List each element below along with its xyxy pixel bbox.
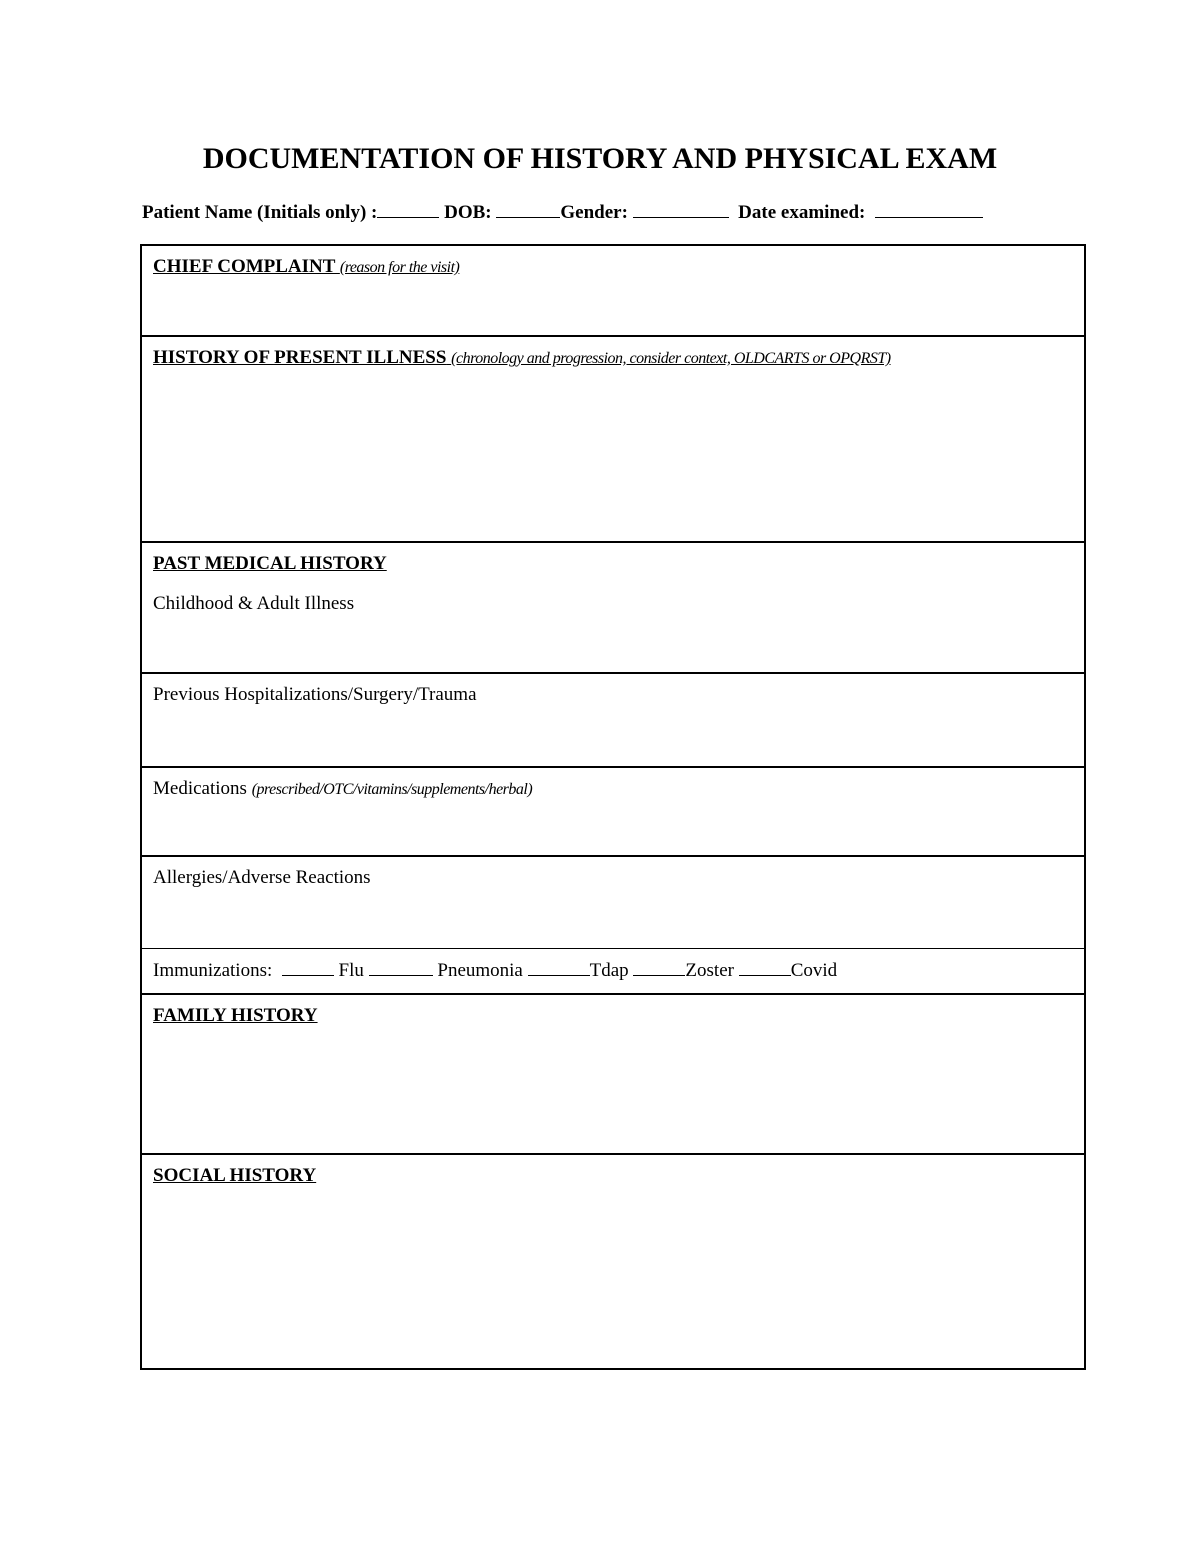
family-history-heading: FAMILY HISTORY [153,1005,318,1026]
immunization-tdap: Tdap [589,960,629,981]
pmh-section[interactable] [142,541,1084,672]
social-history-heading: SOCIAL HISTORY [153,1165,317,1186]
immunizations-row [153,959,1084,982]
pmh-heading: PAST MEDICAL HISTORY [153,553,387,574]
immunization-zoster: Zoster [685,960,734,981]
chief-complaint-section[interactable] [142,246,1084,335]
medications-section[interactable] [142,766,1084,855]
tdap-blank[interactable] [528,959,590,976]
allergies-label: Allergies/Adverse Reactions [153,867,371,888]
hpi-hint: (chronology and progression, consider context, OLDCARTS or OPQRST) [451,350,891,367]
zoster-blank[interactable] [633,959,685,976]
chief-complaint-hint: (reason for the visit) [339,259,460,276]
dob-label: DOB: [444,202,492,223]
allergies-section[interactable] [142,855,1084,948]
document-title: DOCUMENTATION OF HISTORY AND PHYSICAL EXAM [202,142,998,175]
date-examined-field[interactable] [875,201,983,218]
social-history-section[interactable] [142,1153,1084,1368]
patient-name-label: Patient Name (Initials only) : [142,202,378,223]
patient-info-line [142,201,1102,224]
hospitalizations-section[interactable] [142,672,1084,766]
hpi-section[interactable] [142,335,1084,541]
pneumonia-blank[interactable] [369,959,433,976]
immunizations-section [142,948,1084,993]
hpi-heading: HISTORY OF PRESENT ILLNESS (chronology and progression, consider context, OLDCARTS or OPQRST) [153,347,891,368]
immunizations-label: Immunizations: [153,960,273,981]
gender-field[interactable] [633,201,729,218]
immunization-flu: Flu [338,960,364,981]
childhood-illness-label: Childhood & Adult Illness [153,593,355,614]
patient-name-field[interactable] [377,201,439,218]
dob-field[interactable] [496,201,560,218]
immunization-covid: Covid [790,960,838,981]
family-history-section[interactable] [142,993,1084,1153]
chief-complaint-heading: CHIEF COMPLAINT (reason for the visit) [153,256,460,277]
covid-blank[interactable] [739,959,791,976]
date-examined-label: Date examined: [738,202,866,223]
history-form [140,244,1086,1370]
immunization-pneumonia: Pneumonia [437,960,523,981]
hospitalizations-label: Previous Hospitalizations/Surgery/Trauma [153,684,477,705]
medications-label: Medications (prescribed/OTC/vitamins/supplements/herbal) [153,778,533,799]
medications-hint: (prescribed/OTC/vitamins/supplements/herbal) [251,781,533,798]
gender-label: Gender: [560,202,628,223]
flu-blank[interactable] [282,959,334,976]
